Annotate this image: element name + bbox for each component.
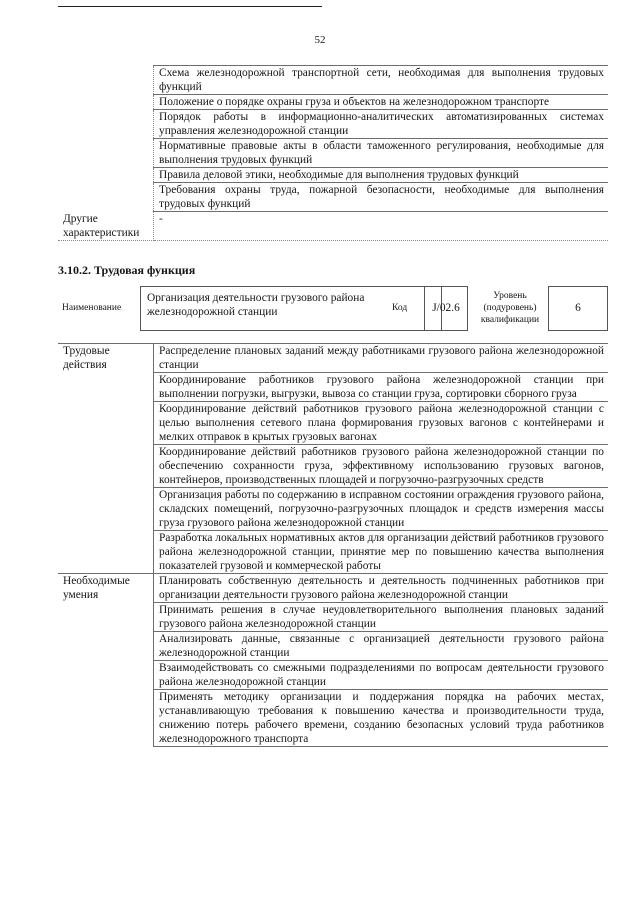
labor-action-item: Координирование действий работников грузового района железнодорожной станции по обеспечению сохранности груза, эффективному использованию грузовых вагонов, контейнеров, производственных площадей и погрузочно-разгрузочных средств [154, 445, 609, 488]
table-row [58, 344, 608, 373]
level-value: 6 [548, 286, 608, 331]
function-header [58, 286, 608, 330]
section-title: 3.10.2. Трудовая функция [58, 263, 196, 277]
knowledge-item: Положение о порядке охраны груза и объектов на железнодорожном транспорте [154, 95, 609, 110]
other-characteristics-value: - [154, 212, 609, 241]
skill-item: Анализировать данные, связанные с организацией деятельности грузового района железнодорожной станции [154, 632, 609, 661]
table-row [58, 212, 608, 241]
skills-label: Необходимые умения [58, 574, 154, 747]
skill-item: Применять методику организации и поддержания порядка на рабочих местах, устанавливающую требования к повышению качества и производительности труда, снижению потерь рабочего времени, созданию безопасных условий труда работников железнодорожного транспорта [154, 690, 609, 747]
knowledge-item: Требования охраны труда, пожарной безопасности, необходимые для выполнения трудовых функций [154, 183, 609, 212]
knowledge-item: Нормативные правовые акты в области таможенного регулирования, необходимые для выполнения трудовых функций [154, 139, 609, 168]
page-number: 52 [314, 34, 326, 46]
knowledge-item: Порядок работы в информационно-аналитических автоматизированных системах управления железнодорожной станции [154, 110, 609, 139]
labor-action-item: Разработка локальных нормативных актов для организации действий работников грузового района железнодорожной станции, принятие мер по повышению качества выполнения показателей грузовой и коммерческой работы [154, 531, 609, 574]
header-rule [58, 6, 322, 7]
labor-action-item: Координирование действий работников грузового района железнодорожной станции с целью выполнения сетевого плана формирования грузовых вагонов с контейнерами и мелких отправок в крытых грузовых вагонах [154, 402, 609, 445]
function-table [58, 343, 608, 747]
code-label: Код [392, 303, 408, 313]
row-label-empty [58, 66, 154, 212]
table-row [58, 574, 608, 603]
other-characteristics-label: Другие характеристики [58, 212, 154, 241]
knowledge-item: Схема железнодорожной транспортной сети, необходимая для выполнения трудовых функций [154, 66, 609, 95]
labor-actions-label: Трудовые действия [58, 344, 154, 574]
labor-action-item: Организация работы по содержанию в исправном состоянии ограждения грузового района, складских помещений, погрузочно-разгрузочных площадок и средств измерения массы груза грузового района железнодорожной станции [154, 488, 609, 531]
level-label: Уровень (подуровень) квалификации [480, 291, 540, 325]
skill-item: Планировать собственную деятельность и деятельность подчиненных работников при организации деятельности грузового района железнодорожной станции [154, 574, 609, 603]
code-value: J/02.6 [424, 286, 468, 331]
name-value: Организация деятельности грузового района железнодорожной станции [147, 292, 365, 318]
name-label: Наименование [62, 303, 122, 313]
labor-action-item: Распределение плановых заданий между работниками грузового района железнодорожной станции [154, 344, 609, 373]
knowledge-item: Правила деловой этики, необходимые для выполнения трудовых функций [154, 168, 609, 183]
table-row [58, 66, 608, 95]
labor-action-item: Координирование работников грузового района железнодорожной станции при выполнении погрузки, выгрузки, вывоза со станции груза, сортировки сборного груза [154, 373, 609, 402]
skill-item: Взаимодействовать со смежными подразделениями по вопросам деятельности грузового района железнодорожной станции [154, 661, 609, 690]
skill-item: Принимать решения в случае неудовлетворительного выполнения плановых заданий грузового района железнодорожной станции [154, 603, 609, 632]
knowledge-table [58, 65, 608, 241]
